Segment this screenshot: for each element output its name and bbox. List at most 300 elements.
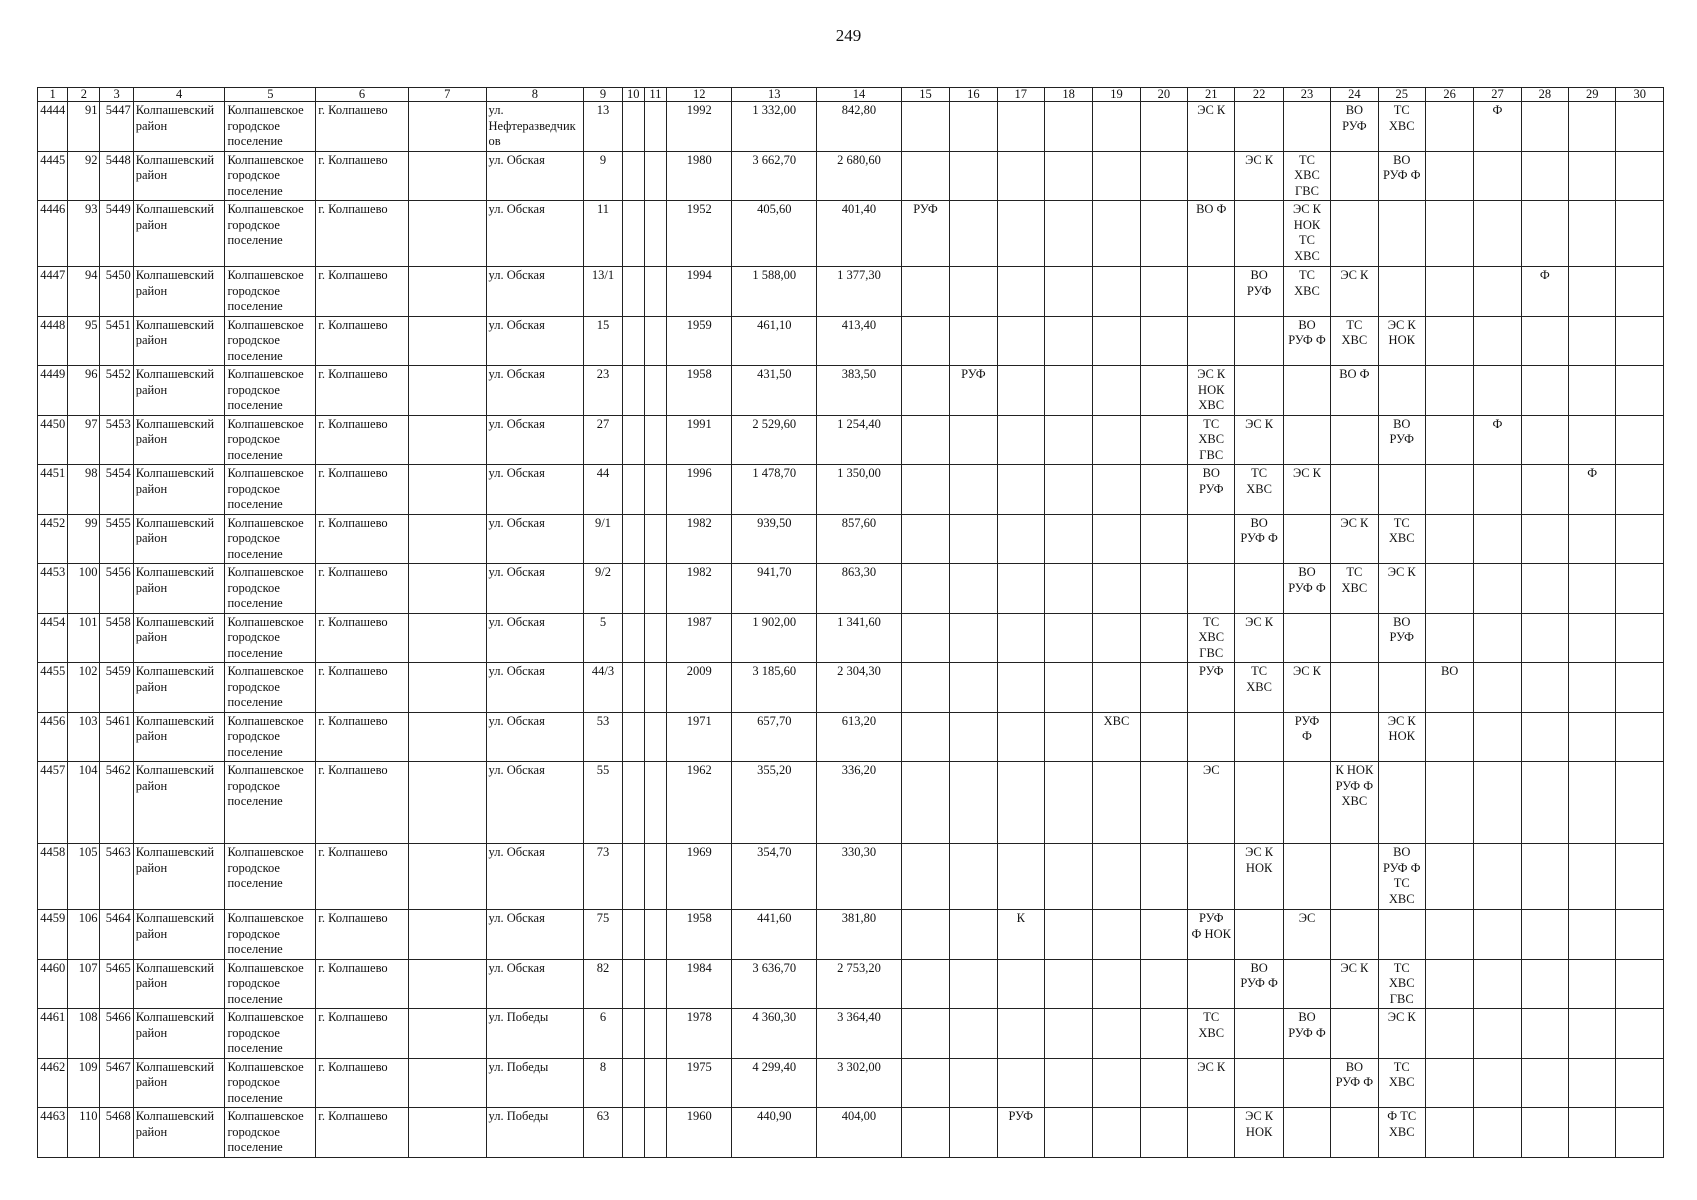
column-header-2: 2	[68, 88, 100, 102]
table-cell	[1425, 316, 1473, 366]
table-cell: ЭС К	[1378, 564, 1425, 614]
table-cell	[1331, 465, 1378, 515]
table-cell	[1474, 366, 1521, 416]
table-cell: г. Колпашево	[316, 465, 409, 515]
table-cell: 1971	[666, 712, 732, 762]
table-cell	[1331, 910, 1378, 960]
table-cell: 1978	[666, 1009, 732, 1059]
table-cell: 101	[68, 613, 100, 663]
table-cell: ХВС	[1093, 712, 1140, 762]
table-cell	[1331, 712, 1378, 762]
table-cell	[901, 465, 949, 515]
table-cell: г. Колпашево	[316, 959, 409, 1009]
table-cell: ТС ХВС ГВС	[1283, 151, 1330, 201]
table-cell: Колпашевское городское поселение	[225, 465, 316, 515]
table-cell: 5464	[100, 910, 133, 960]
table-cell	[1283, 762, 1330, 844]
table-cell: ЭС К НОК	[1378, 316, 1425, 366]
table-cell	[1521, 1058, 1568, 1108]
table-cell	[1235, 201, 1283, 267]
table-cell: г. Колпашево	[316, 712, 409, 762]
table-cell: РУФ	[1188, 663, 1235, 713]
table-cell	[622, 201, 644, 267]
table-cell: 5454	[100, 465, 133, 515]
table-cell	[901, 316, 949, 366]
table-cell	[644, 514, 666, 564]
table-cell: 53	[584, 712, 622, 762]
table-cell: ул. Обская	[486, 465, 584, 515]
table-cell	[997, 415, 1044, 465]
table-cell: 5458	[100, 613, 133, 663]
table-cell	[622, 959, 644, 1009]
table-cell	[997, 959, 1044, 1009]
table-cell	[622, 151, 644, 201]
table-row	[38, 564, 1664, 614]
table-cell	[1378, 762, 1425, 844]
column-header-3: 3	[100, 88, 133, 102]
table-cell: ТС ХВС	[1331, 564, 1378, 614]
table-cell	[1188, 844, 1235, 910]
table-cell: 4444	[38, 102, 68, 152]
table-cell	[1569, 762, 1616, 844]
table-cell: ЭС К НОК	[1378, 712, 1425, 762]
table-cell: 336,20	[817, 762, 902, 844]
table-row	[38, 465, 1664, 515]
table-cell: 1994	[666, 267, 732, 317]
table-cell: К	[997, 910, 1044, 960]
column-header-1: 1	[38, 88, 68, 102]
table-cell	[997, 366, 1044, 416]
table-cell	[1425, 910, 1473, 960]
table-cell: 2009	[666, 663, 732, 713]
table-cell	[1140, 712, 1187, 762]
table-cell: г. Колпашево	[316, 844, 409, 910]
table-cell: 4454	[38, 613, 68, 663]
table-cell	[622, 663, 644, 713]
table-cell	[1616, 151, 1664, 201]
page-number: 249	[835, 26, 862, 45]
table-cell: Колпашевский район	[133, 959, 225, 1009]
table-cell: 4458	[38, 844, 68, 910]
table-cell: г. Колпашево	[316, 1058, 409, 1108]
table-row	[38, 712, 1664, 762]
table-cell	[1140, 267, 1187, 317]
table-cell: 383,50	[817, 366, 902, 416]
column-header-24: 24	[1331, 88, 1378, 102]
table-cell: 98	[68, 465, 100, 515]
table-cell	[1521, 316, 1568, 366]
table-cell	[1093, 366, 1140, 416]
table-cell	[1283, 366, 1330, 416]
table-cell	[1140, 1058, 1187, 1108]
table-cell	[1235, 1009, 1283, 1059]
table-cell	[950, 613, 997, 663]
table-row	[38, 762, 1664, 844]
table-cell	[1140, 959, 1187, 1009]
table-cell	[950, 910, 997, 960]
table-cell	[1188, 712, 1235, 762]
table-cell	[1425, 465, 1473, 515]
table-cell: ТС ХВС ГВС	[1188, 415, 1235, 465]
table-cell	[622, 514, 644, 564]
table-cell: 11	[584, 201, 622, 267]
table-cell	[950, 415, 997, 465]
table-cell	[1616, 415, 1664, 465]
column-header-15: 15	[901, 88, 949, 102]
table-cell	[1044, 663, 1092, 713]
table-cell: ЭС К	[1235, 151, 1283, 201]
table-cell: 27	[584, 415, 622, 465]
table-cell: ВО РУФ	[1378, 613, 1425, 663]
table-cell	[1093, 959, 1140, 1009]
table-cell: 1962	[666, 762, 732, 844]
table-cell	[1140, 1108, 1187, 1158]
table-cell: 1980	[666, 151, 732, 201]
table-cell	[1425, 959, 1473, 1009]
table-cell: ул. Обская	[486, 316, 584, 366]
table-cell: 613,20	[817, 712, 902, 762]
table-row	[38, 1108, 1664, 1158]
table-cell	[901, 1009, 949, 1059]
table-cell	[644, 1009, 666, 1059]
table-cell: 110	[68, 1108, 100, 1158]
column-header-29: 29	[1569, 88, 1616, 102]
table-cell	[622, 910, 644, 960]
table-row	[38, 514, 1664, 564]
table-cell	[1378, 201, 1425, 267]
table-cell	[1093, 514, 1140, 564]
table-cell: ул. Нефтеразведчик ов	[486, 102, 584, 152]
table-cell	[1616, 201, 1664, 267]
table-cell	[997, 102, 1044, 152]
table-cell	[1569, 712, 1616, 762]
table-cell	[901, 151, 949, 201]
table-cell: 2 680,60	[817, 151, 902, 201]
table-cell: ул. Обская	[486, 201, 584, 267]
table-cell: ул. Обская	[486, 959, 584, 1009]
table-cell: 4457	[38, 762, 68, 844]
table-cell	[1616, 712, 1664, 762]
table-cell: Колпашевский район	[133, 201, 225, 267]
table-cell: г. Колпашево	[316, 564, 409, 614]
column-header-18: 18	[1044, 88, 1092, 102]
table-cell: 2 529,60	[732, 415, 817, 465]
table-cell: 1 478,70	[732, 465, 817, 515]
table-cell	[1188, 514, 1235, 564]
table-cell: РУФ Ф НОК	[1188, 910, 1235, 960]
table-cell	[1331, 151, 1378, 201]
table-cell	[901, 1108, 949, 1158]
table-cell	[1425, 267, 1473, 317]
table-cell	[622, 844, 644, 910]
table-cell: 44	[584, 465, 622, 515]
table-cell	[408, 844, 486, 910]
table-cell: Колпашевское городское поселение	[225, 959, 316, 1009]
table-cell	[1569, 415, 1616, 465]
table-cell: 5463	[100, 844, 133, 910]
column-header-5: 5	[225, 88, 316, 102]
table-cell	[950, 267, 997, 317]
table-cell: 99	[68, 514, 100, 564]
table-cell: ВО РУФ Ф	[1283, 1009, 1330, 1059]
table-cell	[1425, 201, 1473, 267]
table-cell	[644, 201, 666, 267]
table-cell	[644, 1108, 666, 1158]
table-cell: 4452	[38, 514, 68, 564]
table-cell: ул. Обская	[486, 663, 584, 713]
table-cell	[1616, 267, 1664, 317]
table-cell: ЭС К	[1378, 1009, 1425, 1059]
table-cell	[1331, 1108, 1378, 1158]
table-cell	[1044, 415, 1092, 465]
table-cell	[1235, 564, 1283, 614]
table-cell	[644, 910, 666, 960]
table-cell	[1521, 151, 1568, 201]
table-cell	[1140, 564, 1187, 614]
table-cell	[1044, 613, 1092, 663]
table-cell	[408, 910, 486, 960]
table-cell: Колпашевское городское поселение	[225, 102, 316, 152]
table-cell: 5466	[100, 1009, 133, 1059]
column-header-20: 20	[1140, 88, 1187, 102]
table-cell	[1188, 564, 1235, 614]
table-cell: 4461	[38, 1009, 68, 1059]
table-cell: 4445	[38, 151, 68, 201]
table-cell	[1235, 366, 1283, 416]
table-cell	[1425, 1108, 1473, 1158]
table-cell	[622, 102, 644, 152]
table-cell	[1331, 201, 1378, 267]
table-row	[38, 1058, 1664, 1108]
table-cell: 5	[584, 613, 622, 663]
table-cell	[408, 201, 486, 267]
column-header-16: 16	[950, 88, 997, 102]
table-cell	[997, 514, 1044, 564]
column-header-11: 11	[644, 88, 666, 102]
table-cell: г. Колпашево	[316, 415, 409, 465]
table-cell: 5447	[100, 102, 133, 152]
table-cell: г. Колпашево	[316, 267, 409, 317]
table-cell: ВО Ф	[1188, 201, 1235, 267]
table-cell	[1140, 514, 1187, 564]
table-cell: 431,50	[732, 366, 817, 416]
table-cell	[644, 1058, 666, 1108]
table-cell	[1616, 1108, 1664, 1158]
table-cell: Ф	[1521, 267, 1568, 317]
table-cell	[1283, 613, 1330, 663]
table-cell: 106	[68, 910, 100, 960]
table-cell	[1044, 959, 1092, 1009]
table-cell: 5455	[100, 514, 133, 564]
table-cell	[1093, 151, 1140, 201]
table-cell: 92	[68, 151, 100, 201]
table-cell: 1996	[666, 465, 732, 515]
table-cell	[950, 564, 997, 614]
table-cell	[1474, 201, 1521, 267]
table-cell	[1521, 514, 1568, 564]
table-cell: ВО РУФ	[1378, 415, 1425, 465]
table-cell	[1331, 415, 1378, 465]
table-row	[38, 415, 1664, 465]
table-cell	[622, 316, 644, 366]
table-cell: Колпашевский район	[133, 564, 225, 614]
table-cell	[1521, 959, 1568, 1009]
table-cell	[997, 151, 1044, 201]
table-cell: 354,70	[732, 844, 817, 910]
table-cell	[1044, 267, 1092, 317]
table-cell	[1093, 613, 1140, 663]
table-cell	[1474, 267, 1521, 317]
table-cell	[950, 1108, 997, 1158]
table-cell: 1 377,30	[817, 267, 902, 317]
table-cell	[1140, 613, 1187, 663]
table-cell	[1569, 102, 1616, 152]
table-cell: Колпашевский район	[133, 663, 225, 713]
table-cell: Колпашевское городское поселение	[225, 762, 316, 844]
table-cell: 5449	[100, 201, 133, 267]
table-cell	[1521, 663, 1568, 713]
table-cell	[644, 151, 666, 201]
table-cell: 97	[68, 415, 100, 465]
table-cell: 8	[584, 1058, 622, 1108]
table-cell	[1044, 465, 1092, 515]
table-cell	[644, 415, 666, 465]
table-cell: 9	[584, 151, 622, 201]
table-cell	[644, 844, 666, 910]
table-cell: 13	[584, 102, 622, 152]
table-cell	[1093, 564, 1140, 614]
table-cell	[1425, 366, 1473, 416]
table-cell: Колпашевское городское поселение	[225, 514, 316, 564]
table-cell: РУФ	[950, 366, 997, 416]
table-cell: 5465	[100, 959, 133, 1009]
header-row	[38, 88, 1664, 102]
table-cell	[1616, 514, 1664, 564]
table-cell	[1283, 415, 1330, 465]
table-cell: 3 662,70	[732, 151, 817, 201]
table-cell: ВО РУФ Ф	[1235, 514, 1283, 564]
table-cell	[1521, 201, 1568, 267]
table-cell: РУФ	[901, 201, 949, 267]
table-cell	[1521, 1108, 1568, 1158]
table-row	[38, 366, 1664, 416]
table-cell	[1093, 316, 1140, 366]
table-cell	[901, 844, 949, 910]
table-cell: 1991	[666, 415, 732, 465]
table-cell: ТС ХВС	[1331, 316, 1378, 366]
table-cell	[1283, 1108, 1330, 1158]
table-cell	[997, 564, 1044, 614]
table-cell: г. Колпашево	[316, 1009, 409, 1059]
table-cell: 1952	[666, 201, 732, 267]
table-cell: ЭС К НОК	[1235, 1108, 1283, 1158]
table-cell	[1283, 959, 1330, 1009]
table-cell: 857,60	[817, 514, 902, 564]
table-cell	[1616, 366, 1664, 416]
table-cell	[1569, 663, 1616, 713]
table-cell: 103	[68, 712, 100, 762]
table-cell: 441,60	[732, 910, 817, 960]
column-header-30: 30	[1616, 88, 1664, 102]
table-cell	[644, 102, 666, 152]
table-cell	[1569, 959, 1616, 1009]
table-cell	[644, 762, 666, 844]
table-cell: ЭС К	[1283, 465, 1330, 515]
table-cell: Колпашевский район	[133, 1058, 225, 1108]
table-cell	[1616, 844, 1664, 910]
table-cell	[997, 663, 1044, 713]
table-cell: Колпашевское городское поселение	[225, 844, 316, 910]
table-row	[38, 663, 1664, 713]
table-cell: 4448	[38, 316, 68, 366]
table-cell	[1616, 910, 1664, 960]
table-cell: 5461	[100, 712, 133, 762]
table-cell	[1521, 762, 1568, 844]
table-cell	[1521, 564, 1568, 614]
table-cell	[1569, 613, 1616, 663]
table-cell: 404,00	[817, 1108, 902, 1158]
table-cell: Колпашевский район	[133, 1108, 225, 1158]
table-cell	[1616, 1009, 1664, 1059]
table-cell: 4449	[38, 366, 68, 416]
table-cell: РУФ Ф	[1283, 712, 1330, 762]
table-cell: Колпашевский район	[133, 267, 225, 317]
table-cell	[950, 844, 997, 910]
table-cell: г. Колпашево	[316, 762, 409, 844]
table-cell	[1425, 564, 1473, 614]
table-cell	[1425, 102, 1473, 152]
table-cell	[1044, 316, 1092, 366]
table-cell	[1378, 267, 1425, 317]
table-cell: РУФ	[997, 1108, 1044, 1158]
table-cell	[1474, 613, 1521, 663]
table-cell	[1140, 1009, 1187, 1059]
table-cell	[997, 1009, 1044, 1059]
table-cell	[408, 316, 486, 366]
table-cell: Колпашевское городское поселение	[225, 1108, 316, 1158]
table-cell: Колпашевское городское поселение	[225, 151, 316, 201]
table-cell: ЭС К	[1331, 267, 1378, 317]
table-cell: г. Колпашево	[316, 366, 409, 416]
table-cell	[644, 316, 666, 366]
table-cell	[1188, 151, 1235, 201]
table-cell	[1378, 465, 1425, 515]
table-cell: ТС ХВС	[1378, 102, 1425, 152]
table-cell: 1987	[666, 613, 732, 663]
table-row	[38, 959, 1664, 1009]
table-cell	[408, 959, 486, 1009]
table-cell: Колпашевский район	[133, 910, 225, 960]
table-cell	[901, 959, 949, 1009]
table-cell: 4 299,40	[732, 1058, 817, 1108]
table-cell: 4447	[38, 267, 68, 317]
table-cell: ЭС К	[1283, 663, 1330, 713]
table-cell: 1992	[666, 102, 732, 152]
table-cell	[1093, 663, 1140, 713]
table-cell	[1425, 1009, 1473, 1059]
table-cell: ВО РУФ Ф	[1331, 1058, 1378, 1108]
table-cell	[997, 1058, 1044, 1108]
table-row	[38, 102, 1664, 152]
table-cell	[644, 465, 666, 515]
table-cell	[408, 465, 486, 515]
table-cell	[950, 959, 997, 1009]
table-cell	[1044, 564, 1092, 614]
table-cell	[1140, 316, 1187, 366]
table-cell	[950, 762, 997, 844]
table-cell	[1093, 910, 1140, 960]
table-cell	[901, 663, 949, 713]
